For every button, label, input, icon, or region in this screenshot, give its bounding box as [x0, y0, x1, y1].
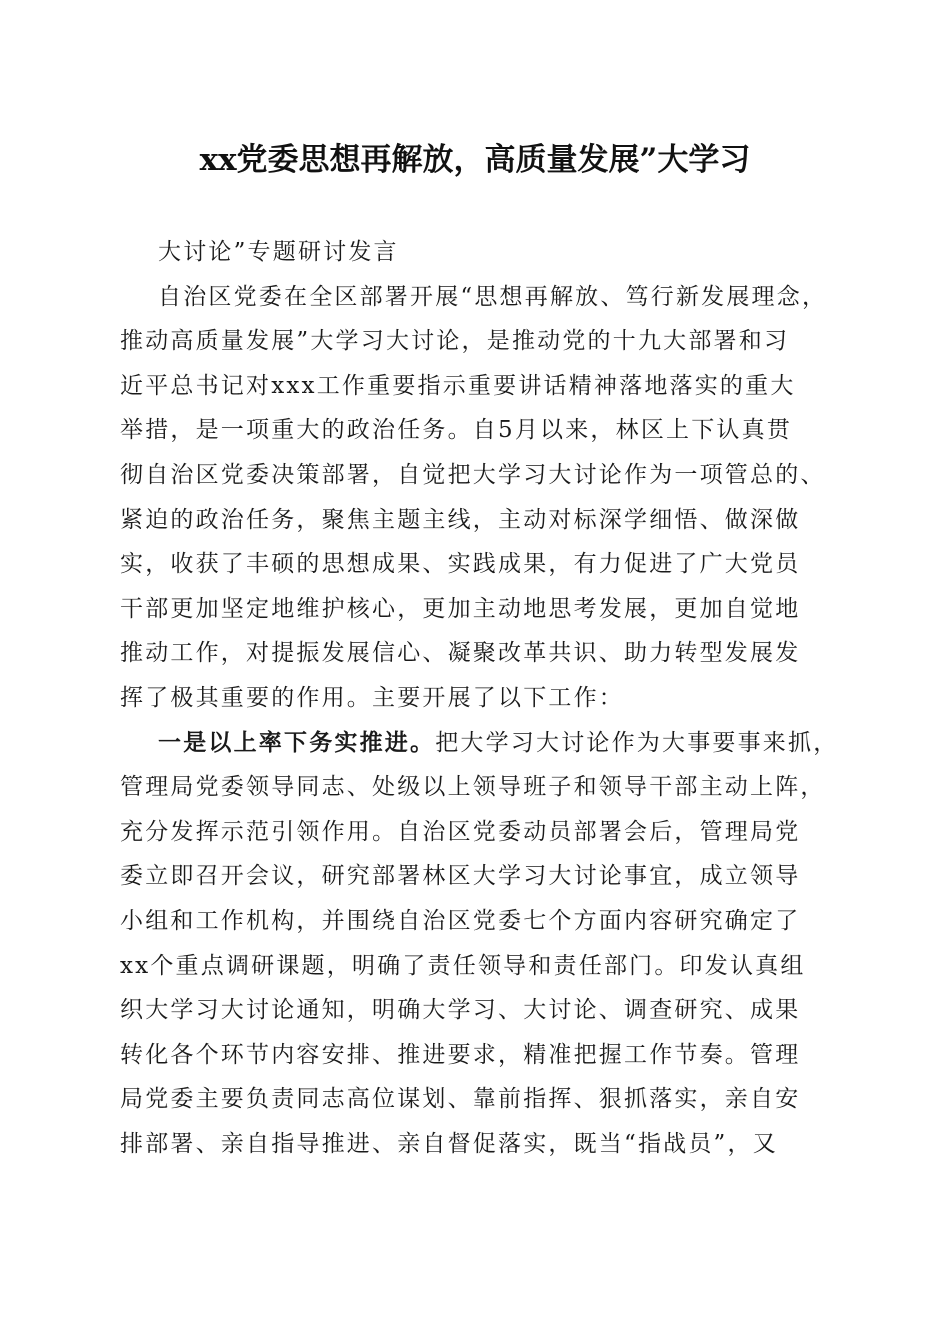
body-line: [120, 408, 835, 453]
body-line: [120, 988, 835, 1033]
line-text: 推动高质量发展”大学习大讨论，是推动党的十九大部署和习: [120, 328, 790, 355]
line-text: 局党委主要负责同志高位谋划、靠前指挥、狠抓落实，亲自安: [120, 1086, 801, 1113]
line-text: 自治区党委在全区部署开展“思想再解放、笃行新发展理念，: [158, 283, 828, 310]
body-line: [120, 721, 839, 766]
line-text: 挥了极其重要的作用。主要开展了以下工作：: [120, 684, 624, 711]
body-line: [120, 899, 835, 944]
line-text: 委立即召开会议，研究部署林区大学习大讨论事宜，成立领导: [120, 863, 801, 890]
line-text: xx个重点调研课题，明确了责任领导和责任部门。印发认真组: [120, 952, 806, 979]
line-text: 充分发挥示范引领作用。自治区党委动员部署会后，管理局党: [120, 818, 801, 845]
line-text: 实，收获了丰硕的思想成果、实践成果，有力促进了广大党员: [120, 551, 801, 578]
body-line: [120, 944, 835, 989]
document-body: [120, 230, 839, 1166]
body-line: [120, 1077, 835, 1122]
line-text: 排部署、亲自指导推进、亲自督促落实，既当“指战员”，又: [120, 1130, 778, 1157]
body-line: [120, 765, 835, 810]
line-text: 推动工作，对提振发展信心、凝聚改革共识、助力转型发展发: [120, 640, 801, 667]
body-line: [120, 810, 835, 855]
body-line: [120, 319, 835, 364]
document-title: xx党委思想再解放，高质量发展”大学习: [199, 142, 751, 178]
body-line: [120, 676, 835, 721]
body-line: [120, 275, 835, 320]
line-text: 管理局党委领导同志、处级以上领导班子和领导干部主动上阵，: [120, 774, 826, 801]
line-text: 紧迫的政治任务，聚焦主题主线，主动对标深学细悟、做深做: [120, 506, 801, 533]
body-line: [120, 1033, 835, 1078]
line-text: 转化各个环节内容安排、推进要求，精准把握工作节奏。管理: [120, 1041, 801, 1068]
section-heading: 一是以上率下务实推进。: [158, 728, 436, 756]
body-line: [120, 453, 835, 498]
line-text: 彻自治区党委决策部署，自觉把大学习大讨论作为一项管总的、: [120, 461, 826, 488]
body-line: [120, 364, 835, 409]
body-line: [120, 542, 835, 587]
line-text: 织大学习大讨论通知，明确大学习、大讨论、调查研究、成果: [120, 997, 801, 1024]
body-line: [120, 854, 835, 899]
body-line: [120, 498, 835, 543]
body-line: [120, 587, 835, 632]
line-text: 大讨论”专题研讨发言: [158, 239, 399, 265]
line-text: 干部更加坚定地维护核心，更加主动地思考发展，更加自觉地: [120, 595, 801, 622]
body-line: [120, 631, 835, 676]
body-line: [120, 1122, 835, 1167]
body-line: [120, 230, 835, 275]
line-text: 举措，是一项重大的政治任务。自5月以来，林区上下认真贯: [120, 417, 793, 444]
line-text: 近平总书记对xxx工作重要指示重要讲话精神落地落实的重大: [120, 372, 796, 399]
line-text: 小组和工作机构，并围绕自治区党委七个方面内容研究确定了: [120, 907, 801, 934]
line-text: 把大学习大讨论作为大事要事来抓，: [435, 729, 839, 756]
